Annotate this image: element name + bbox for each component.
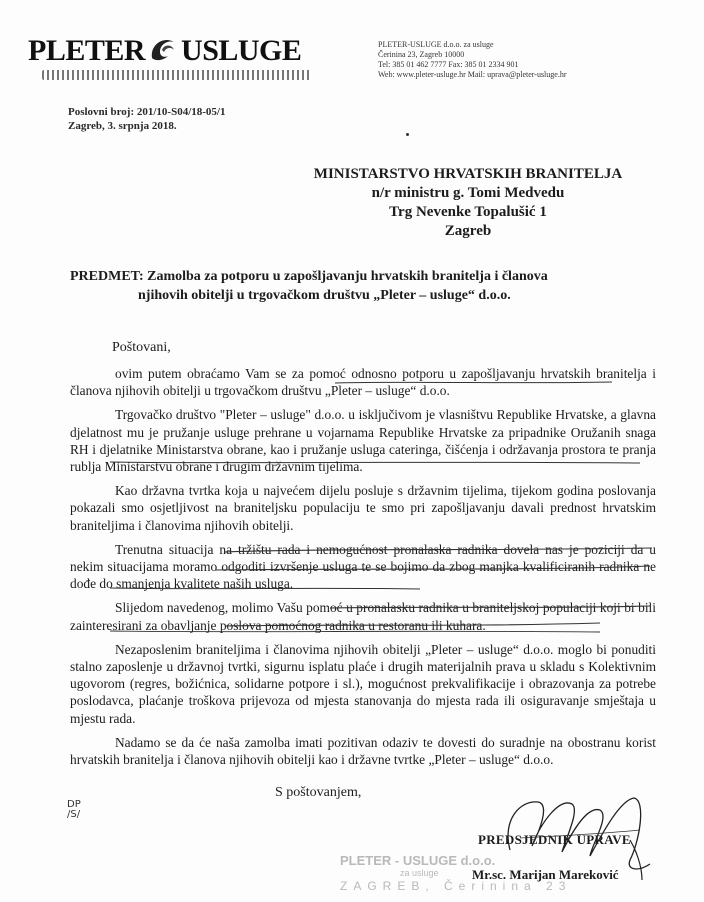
logo-text-right: USLUGE	[181, 34, 302, 67]
body-paragraph: Slijedom navedenog, molimo Vašu pomoć u pronalasku radnika u braniteljskoj populaciji koji bi bili zainteresirani za obavljanje poslova pomoćnog radnika u restoranu ili kuhara.	[70, 600, 656, 633]
dp-initials	[67, 800, 81, 820]
signatory-title: PREDSJEDNIK UPRAVE	[478, 832, 631, 847]
stamp-line-3: ZAGREB, Čerinina 23	[340, 879, 572, 893]
subject-block	[70, 267, 660, 305]
place-date: Zagreb, 3. srpnja 2018.	[68, 120, 177, 132]
company-line: Web: www.pleter-usluge.hr Mail: uprava@pleter-usluge.hr	[378, 70, 567, 79]
company-line: Tel: 385 01 462 7777 Fax: 385 01 2334 901	[378, 60, 519, 69]
greeting: Poštovani,	[112, 340, 171, 355]
body-paragraph: ovim putem obraćamo Vam se za pomoć odnosno potporu u zapošljavanju hrvatskih branitelja i članova njihovih obitelji u trgovačkom društvu „Pleter – usluge“ d.o.o.	[70, 366, 656, 399]
reference-number: Poslovni broj: 201/10-S04/18-05/1	[68, 106, 226, 118]
company-line: PLETER-USLUGE d.o.o. za usluge	[378, 40, 494, 49]
stamp-line-2: za usluge	[400, 868, 439, 878]
dp-line: /S/	[67, 809, 81, 820]
body-paragraph: Trenutna situacija na tržištu rada i nemogućnost pronalaska radnika dovela nas je poziciji da u nekim situacijama moramo odgoditi izvršenje usluga te se bojimo da zbog manjka kvalificiranih radnika ne dođe do smanjenja kvalitete naših usluga.	[70, 541, 656, 592]
dp-line: DP	[67, 799, 81, 810]
recipient-line: MINISTARSTVO HRVATSKIH BRANITELJA	[313, 166, 623, 182]
body-paragraph: Nezaposlenim braniteljima i članovima njihovih obitelji „Pleter – usluge“ d.o.o. moglo bi ponuditi stalno zaposlenje u državnoj tvrtki, sigurnu isplatu plaće i drugih materijalnih prava u skladu s Kolektivnim ugovorom (regres, božićnica, solidarne potpore i sl.), mogućnost prekvalifikacije i obrazovanja za potrebe poslodavca, plaćanje troškova prijevoza od mjesta stanovanja do mjesta rada ili osiguravanje smještaja u mjestu rada.	[70, 641, 656, 726]
subject-line-2: njihovih obitelji u trgovačkom društvu „Pleter – usluge“ d.o.o.	[138, 288, 511, 303]
body-paragraph: Nadamo se da će naša zamolba imati pozitivan odaziv te dovesti do suradnje na obostranu korist hrvatskih branitelja i članova njihovih obitelji kao i državne tvrtke „Pleter – usluge“ d.o.o.	[70, 734, 656, 768]
recipient-line: n/r ministru g. Tomi Medvedu	[371, 185, 565, 201]
letter-body	[70, 365, 656, 775]
company-line: Čerinina 23, Zagreb 10000	[378, 50, 465, 59]
logo-text-left: PLETER	[28, 34, 146, 67]
company-contact-block	[378, 40, 567, 80]
reference-block	[68, 105, 225, 133]
scan-speck	[406, 133, 409, 136]
subject-line-1: Zamolba za potporu u zapošljavanju hrvatskih branitelja i članova	[147, 269, 548, 284]
logo-pattern-band	[42, 70, 310, 80]
recipient-line: Trg Nevenke Topalušić 1	[389, 204, 547, 220]
recipient-address	[290, 165, 646, 241]
body-paragraph: Trgovačko društvo "Pleter – usluge" d.o.o. u isključivom je vlasništvu Republike Hrvatske, a glavna djelatnost mu je pružanje usluge prehrane u vojarnama Republike Hrvatske za pripadnike Oružanih snaga RH i djelatnike Ministarstva obrane, kao i pružanje usluga cateringa, čišćenja i održavanja prostora te pranja rublja Ministarstvu obrane i drugim državnim tijelima.	[70, 407, 656, 475]
recipient-line: Zagreb	[444, 223, 492, 239]
subject-label: PREDMET:	[70, 269, 144, 284]
handwritten-signature	[480, 780, 670, 890]
stamp-line-1: PLETER - USLUGE d.o.o.	[340, 853, 496, 868]
body-paragraph: Kao državna tvrtka koja u najvećem dijelu posluje s državnim tijelima, tijekom godina poslovanja pokazali smo osjetljivost na braniteljsku populaciju te smo pri zapošljavanju davali prednost hrvatskim braniteljima i članovima njihovih obitelji.	[70, 483, 656, 533]
signatory-name: Mr.sc. Marijan Mareković	[472, 867, 619, 882]
company-logo	[28, 34, 301, 68]
closing-salutation: S poštovanjem,	[275, 785, 362, 800]
logo-emblem-icon	[146, 34, 180, 64]
